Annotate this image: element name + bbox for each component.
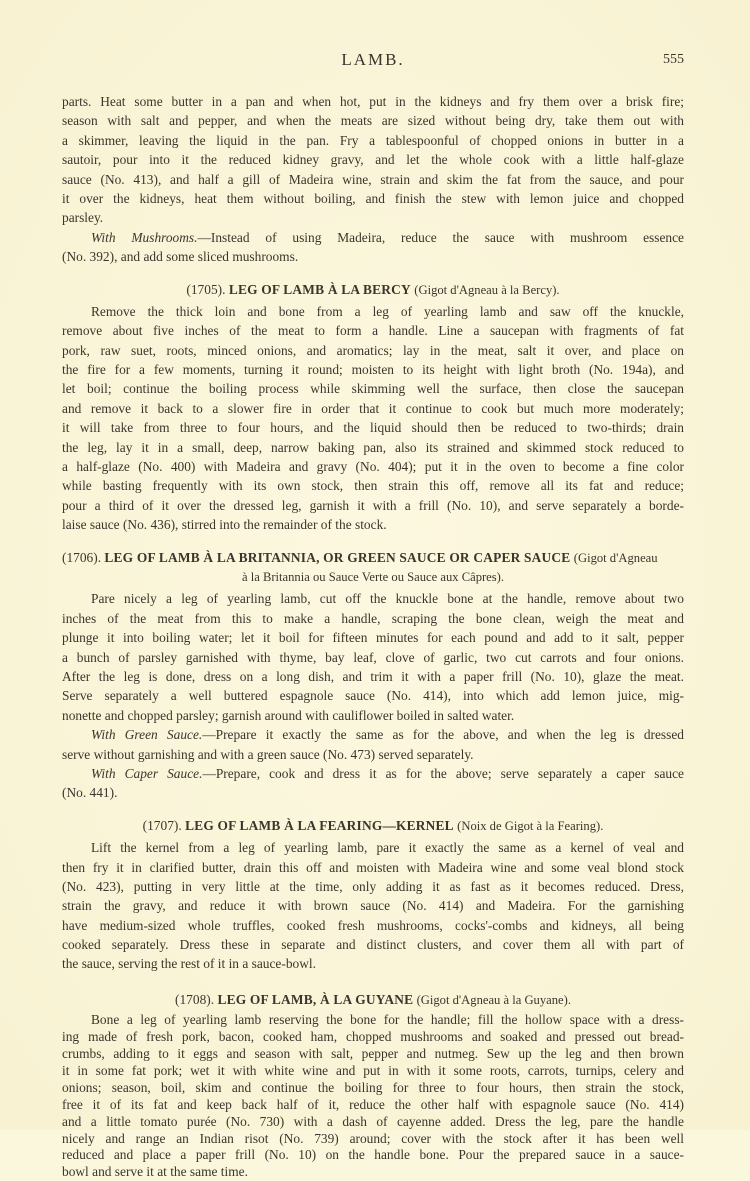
text-line: sautoir, pour into it the reduced kidney gravy, and let the whole cook with a little half-glaze: [62, 152, 684, 168]
paragraph: [62, 92, 684, 228]
recipe-heading: [62, 548, 684, 588]
text-line: strain the gravy, and reduce it with brown sauce (No. 414) and Madeira. For the garnishing: [62, 898, 684, 914]
text-line: the fire for a few moments, turning it round; moisten to its height with light broth (No. 194a), and: [62, 362, 684, 378]
text-line: a half-glaze (No. 400) with Madeira and gravy (No. 404); put it in the oven to become a fine color: [62, 459, 684, 475]
text-line: laise sauce (No. 436), stirred into the remainder of the stock.: [62, 517, 387, 533]
text-line: parts. Heat some butter in a pan and when hot, put in the kidneys and fry them over a brisk fire;: [62, 94, 684, 109]
recipe-title: LEG OF LAMB À LA BRITANNIA, OR GREEN SAUCE OR CAPER SAUCE: [104, 549, 571, 565]
text-line: have medium-sized whole truffles, cooked fresh mushrooms, cocks'-combs and kidneys, all being: [62, 917, 684, 933]
paragraph: [62, 838, 684, 974]
text-line: season with salt and pepper, and when the meats are sized without being dry, take them out with: [62, 113, 684, 129]
text-line: Remove the thick loin and bone from a leg of yearling lamb and saw off the knuckle,: [91, 303, 684, 319]
recipe-section: [62, 816, 684, 974]
paragraph: [62, 1012, 684, 1181]
recipe-french-title: (Gigot d'Agneau: [573, 550, 658, 565]
text-line: remove about five inches of the meat to form a handle. Line a saucepan with fragments of fat: [62, 323, 684, 339]
recipe-title: LEG OF LAMB À LA FEARING—KERNEL: [185, 817, 454, 834]
recipe-heading: [62, 990, 684, 1010]
recipe-section: [62, 280, 684, 535]
text-line: pork, raw suet, roots, minced onions, and aromatics; lay in the meat, salt it over, and place on: [62, 342, 684, 358]
text-line: inches of the meat from this to make a handle, scraping the bone clean, weigh the meat and: [62, 610, 684, 626]
text-line: Lift the kernel from a leg of yearling lamb, pare it exactly the same as a kernel of veal and: [91, 840, 684, 856]
paragraph: [62, 764, 684, 803]
text-line-content: —Prepare it exactly the same as for the above, and when the leg is dressed: [202, 727, 684, 743]
paragraph: [62, 725, 684, 764]
running-head-title: LAMB.: [341, 50, 405, 69]
text-line: cooked separately. Dress these in separate and distinct clusters, and cover them all with part of: [62, 937, 684, 953]
text-line: bowl and serve it at the same time.: [62, 1164, 248, 1180]
text-line: then fry it in clarified butter, drain this off and moisten with Madeira wine and some veal blond stock: [62, 859, 684, 875]
recipe-french-title: (Noix de Gigot à la Fearing).: [457, 818, 604, 833]
italic-lead-in: With Green Sauce.: [91, 727, 203, 743]
text-line: onions; season, boil, skim and continue the boiling for three to four hours, then strain the stock,: [62, 1079, 684, 1095]
text-line: let boil; continue the boiling process while skimming well the surface, then close the saucepan: [62, 381, 684, 397]
running-head: [62, 50, 684, 72]
recipe-french-title: (Gigot d'Agneau à la Bercy).: [414, 282, 560, 297]
paragraph: [62, 302, 684, 535]
text-line: and remove it back to a slower fire in order that it continue to cook but much more moderately;: [62, 400, 684, 416]
text-line: it in some fat pork; wet it with white wine and put in with it some roots, carrots, turnips, celery and: [62, 1062, 684, 1078]
text-line: it over the kidneys, heat them without boiling, and finish the stew with lemon juice and chopped: [62, 190, 684, 206]
recipe-title: LEG OF LAMB, À LA GUYANE: [217, 991, 414, 1008]
text-line: the leg, lay it in a small, deep, narrow baking pan, also its strained and skimmed stock reduced to: [62, 439, 684, 455]
recipe-number: (1706).: [62, 549, 102, 565]
text-line: crumbs, adding to it eggs and season with salt, pepper and nutmeg. Sew up the leg and then brown: [62, 1046, 684, 1062]
text-line: Bone a leg of yearling lamb reserving the bone for the handle; fill the hollow space with a dress-: [91, 1012, 684, 1028]
text-line: [62, 228, 684, 247]
text-line: pour a third of it over the dressed leg, garnish it with a frill (No. 10), and serve separately a borde-: [62, 497, 684, 513]
page-body: [62, 92, 684, 1181]
recipe-number: (1708).: [175, 991, 215, 1007]
text-line: After the leg is done, dress on a long dish, and trim it with a paper frill (No. 10), glaze the meat.: [62, 668, 684, 684]
text-line: (No. 423), putting in very little at the time, only adding it as fast as it becomes reduced. Dress,: [62, 878, 684, 894]
text-line: it will take from three to four hours, and the liquid should then be reduced to two-thirds; drain: [62, 420, 684, 436]
text-line-content: —Prepare, cook and dress it as for the above; serve separately a caper sauce: [202, 765, 684, 781]
text-line: the sauce, serving the rest of it in a sauce-bowl.: [62, 956, 316, 972]
text-line: ing made of fresh pork, bacon, cooked ham, chopped mushrooms and soaked and pressed out bread-: [62, 1029, 684, 1045]
text-line: while basting frequently with its own stock, then strain this off, remove all its fat and reduce;: [62, 478, 684, 494]
text-line: [62, 764, 684, 783]
text-line: free it of its fat and keep back half of it, reduce the other half with espagnole sauce (No. 414): [62, 1096, 684, 1112]
text-line: (No. 392), and add some sliced mushrooms.: [62, 249, 299, 265]
text-line: [62, 725, 684, 744]
text-line: and a little tomato purée (No. 730) with a dash of cayenne added. Dress the leg, pare the handle: [62, 1113, 684, 1129]
text-line: (No. 441).: [62, 785, 118, 801]
recipe-section: [62, 990, 684, 1181]
recipe-title: LEG OF LAMB À LA BERCY: [228, 281, 411, 297]
text-line: nonette and chopped parsley; garnish around with cauliflower boiled in salted water.: [62, 707, 515, 723]
page-number: 555: [663, 52, 684, 67]
paragraph: [62, 228, 684, 267]
recipe-french-title: (Gigot d'Agneau à la Guyane).: [416, 992, 571, 1007]
paragraph: [62, 589, 684, 725]
recipe-heading: [62, 816, 684, 836]
text-line: a skimmer, leaving the liquid in the pan. Fry a tablespoonful of chopped onions in butter in a: [62, 132, 684, 148]
text-line: plunge it into boiling water; let it boil for fifteen minutes for each pound and add to it salt, pepper: [62, 630, 684, 646]
text-line: a bunch of parsley garnished with thyme, bay leaf, clove of garlic, two cut carrots and four onions.: [62, 649, 684, 665]
text-line: reduced and place a paper frill (No. 10) on the handle bone. Pour the prepared sauce in a sauce-: [62, 1147, 684, 1163]
text-line: nicely and range an Indian risot (No. 739) around; cover with the stock after it has been well: [62, 1130, 684, 1146]
text-line: parsley.: [62, 210, 104, 226]
text-line: serve without garnishing and with a green sauce (No. 473) served separately.: [62, 746, 474, 762]
text-line: Serve separately a well buttered espagnole sauce (No. 414), into which add lemon juice, mig-: [62, 688, 684, 704]
recipe-section: [62, 548, 684, 803]
text-line: sauce (No. 413), and half a gill of Madeira wine, strain and skim the fat from the sauce, and pour: [62, 171, 684, 187]
text-line: Pare nicely a leg of yearling lamb, cut off the knuckle bone at the handle, remove about two: [91, 591, 684, 607]
recipe-french-title-continued: à la Britannia ou Sauce Verte ou Sauce aux Câpres).: [241, 570, 505, 585]
recipe-number: (1707).: [142, 817, 182, 833]
recipe-heading: [62, 280, 684, 300]
italic-lead-in: With Mushrooms.: [91, 229, 198, 245]
recipe-number: (1705).: [186, 281, 226, 297]
italic-lead-in: With Caper Sauce.: [91, 765, 203, 781]
text-line-content: —Instead of using Madeira, reduce the sauce with mushroom essence: [197, 229, 684, 245]
